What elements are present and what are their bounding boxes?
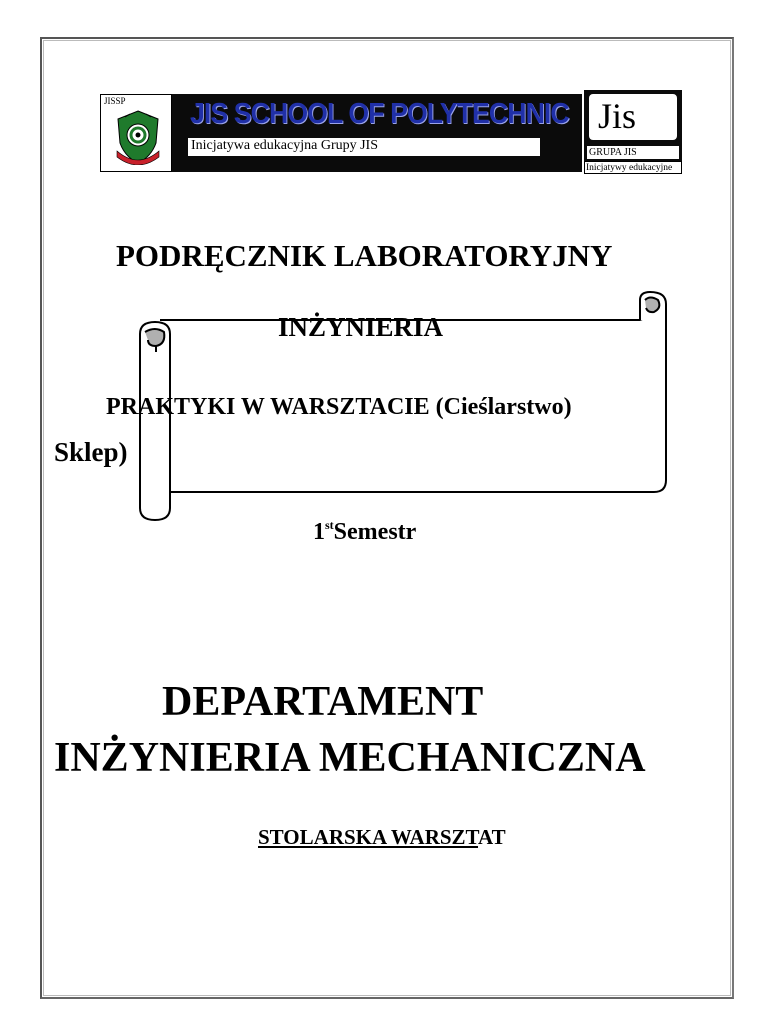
semester-number: 1 bbox=[313, 519, 325, 545]
semester-text: Semestr bbox=[333, 519, 417, 545]
department-heading: DEPARTAMENT bbox=[162, 679, 484, 725]
school-subtitle: Inicjatywa edukacyjna Grupy JIS bbox=[191, 138, 378, 153]
semester-label bbox=[313, 518, 416, 546]
title-shop: Sklep) bbox=[54, 437, 128, 467]
semester-suffix: st bbox=[325, 518, 334, 532]
workshop-name-underlined: STOLARSKA WARSZT bbox=[258, 825, 479, 849]
crest-label: JISSP bbox=[104, 96, 126, 106]
manual-title: PODRĘCZNIK LABORATORYJNY bbox=[116, 238, 613, 273]
title-engineering: INŻYNIERIA bbox=[278, 312, 444, 342]
workshop-name-rest: AT bbox=[478, 825, 506, 849]
jis-logo-text: Jis bbox=[598, 96, 637, 136]
jis-logo-sub2: Inicjatywy edukacyjne bbox=[584, 161, 682, 174]
workshop-name bbox=[258, 825, 506, 850]
department-name: INŻYNIERIA MECHANICZNA bbox=[54, 735, 646, 781]
school-name: JIS SCHOOL OF POLYTECHNIC bbox=[190, 98, 569, 130]
title-workshop-practice: PRAKTYKI W WARSZTACIE (Cieślarstwo) bbox=[106, 394, 572, 420]
jis-logo-sub1: GRUPA JIS bbox=[587, 146, 679, 159]
